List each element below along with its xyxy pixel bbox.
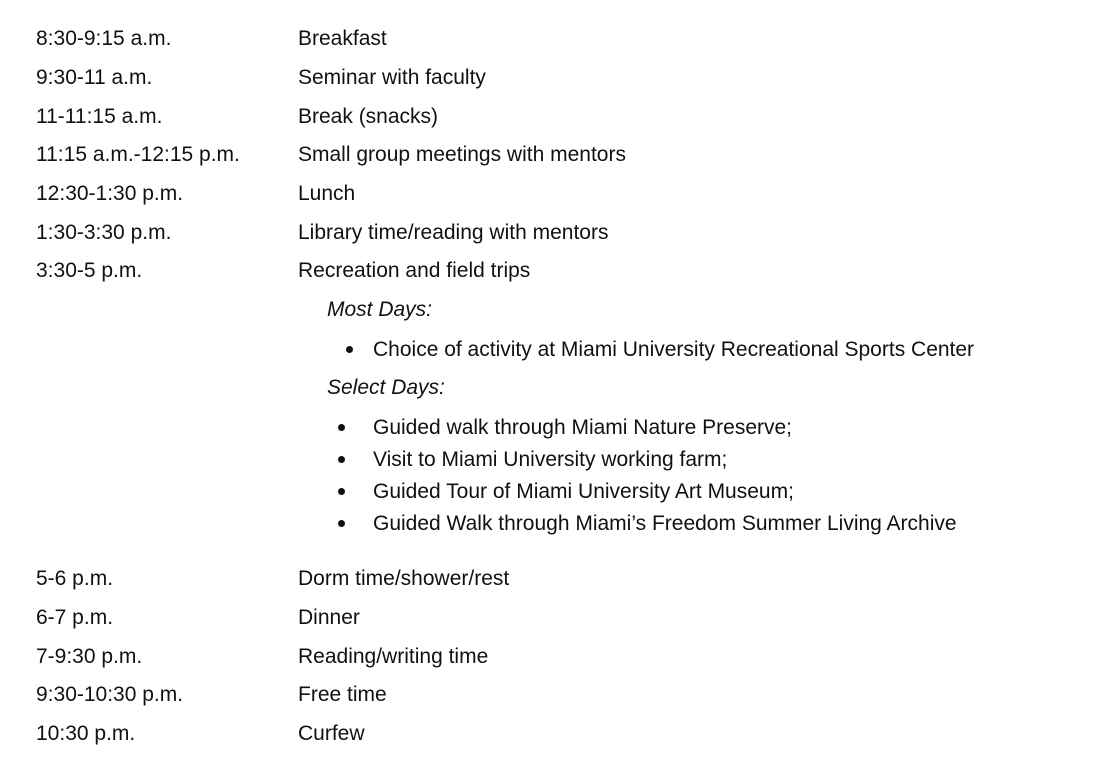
activity-label: Lunch [298, 182, 356, 205]
bullet-icon [346, 346, 353, 353]
time-slot: 11-11:15 a.m. [36, 105, 163, 128]
schedule-row [0, 719, 1116, 749]
schedule-row [0, 140, 1116, 170]
schedule-row [0, 63, 1116, 93]
activity-label: Recreation and field trips [298, 259, 531, 282]
activity-label: Break (snacks) [298, 105, 439, 128]
time-slot: 8:30-9:15 a.m. [36, 27, 172, 50]
schedule-row [0, 218, 1116, 248]
schedule-row [0, 603, 1116, 633]
time-slot: 9:30-11 a.m. [36, 66, 153, 89]
bullet-icon [338, 520, 345, 527]
activity-label: Breakfast [298, 27, 387, 50]
time-slot: 12:30-1:30 p.m. [36, 182, 184, 205]
time-slot: 5-6 p.m. [36, 567, 114, 590]
select-days-heading: Select Days: [327, 376, 445, 399]
schedule-row [0, 179, 1116, 209]
list-item-text: Visit to Miami University working farm; [373, 448, 728, 471]
time-slot: 1:30-3:30 p.m. [36, 221, 172, 244]
bullet-icon [338, 424, 345, 431]
activity-label: Seminar with faculty [298, 66, 486, 89]
activity-label: Free time [298, 683, 387, 706]
schedule-row [0, 256, 1116, 286]
time-slot: 3:30-5 p.m. [36, 259, 143, 282]
bullet-icon [338, 456, 345, 463]
activity-label: Library time/reading with mentors [298, 221, 609, 244]
time-slot: 7-9:30 p.m. [36, 645, 143, 668]
activity-label: Dorm time/shower/rest [298, 567, 510, 590]
activity-label: Small group meetings with mentors [298, 143, 626, 166]
schedule-row [0, 564, 1116, 594]
schedule-row [0, 24, 1116, 54]
time-slot: 11:15 a.m.-12:15 p.m. [36, 143, 240, 166]
time-slot: 10:30 p.m. [36, 722, 136, 745]
list-item-text: Guided Walk through Miami’s Freedom Summer Living Archive [373, 512, 957, 535]
bullet-icon [338, 488, 345, 495]
schedule-row [0, 642, 1116, 672]
activity-label: Reading/writing time [298, 645, 489, 668]
time-slot: 6-7 p.m. [36, 606, 114, 629]
activity-label: Dinner [298, 606, 360, 629]
time-slot: 9:30-10:30 p.m. [36, 683, 184, 706]
schedule-row [0, 680, 1116, 710]
schedule-row [0, 102, 1116, 132]
activity-label: Curfew [298, 722, 365, 745]
list-item-text: Guided Tour of Miami University Art Museum; [373, 480, 794, 503]
list-item-text: Guided walk through Miami Nature Preserve; [373, 416, 793, 439]
list-item-text: Choice of activity at Miami University Recreational Sports Center [373, 338, 975, 361]
most-days-heading: Most Days: [327, 298, 433, 321]
